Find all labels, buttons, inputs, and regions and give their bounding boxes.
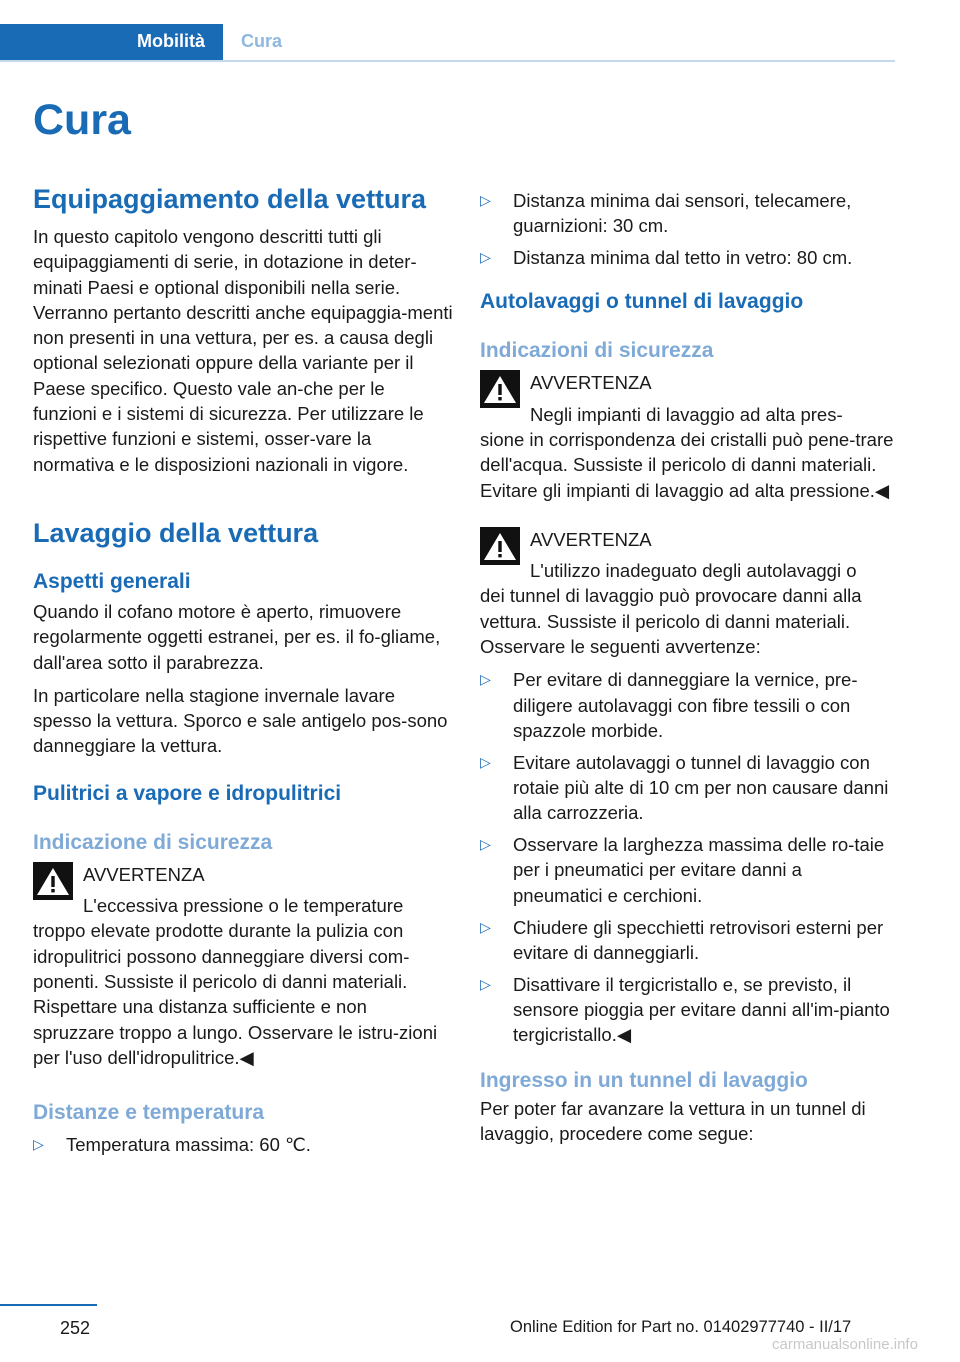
paragraph-aspetti-2: In particolare nella stagione invernale lavare spesso la vettura. Sporco e sale antigelo pos‐sono danneggiare la vettura.: [33, 684, 448, 757]
heading-aspetti-generali: Aspetti generali: [33, 569, 191, 593]
list-item: [33, 1132, 453, 1157]
paragraph-equipaggiamento: In questo capitolo vengono descritti tutti gli equipaggiamenti di serie, in dotazione in deter‐minati Paesi e optional disponibili nella serie. Verranno pertanto descritti anche equipaggia‐menti non presenti in una vettura, per es. a causa degli optional selezionati oppure della variante per il Paese specifico. Questo vale an‐che per le funzioni e i sistemi di sicurezza. Per utilizzare le rispettive funzioni e sistemi, osser‐vare la normativa e le disposizioni nazionali in vigore.: [33, 226, 453, 475]
heading-autolavaggi: Autolavaggi o tunnel di lavaggio: [480, 290, 804, 314]
warning-1-label: AVVERTENZA: [530, 372, 652, 394]
heading-indicazione-sicurezza: Indicazione di sicurezza: [33, 830, 273, 854]
heading-lavaggio: Lavaggio della vettura: [33, 517, 319, 548]
header-tabs: [0, 24, 895, 62]
heading-indicazioni-sicurezza: Indicazioni di sicurezza: [480, 339, 714, 363]
paragraph-ingresso-tunnel: Per poter far avanzare la vettura in un tunnel di lavaggio, procedere come segue:: [480, 1097, 866, 1144]
list-item-text: Evitare autolavaggi o tunnel di lavaggio con rotaie più alte di 10 cm per non causare danni alla carrozzeria.: [513, 751, 889, 824]
page-number: 252: [60, 1318, 91, 1338]
triangle-right-icon: ▷: [33, 1136, 44, 1153]
warning-block: [33, 860, 453, 919]
list-item-text: Per evitare di danneggiare la vernice, pre‐diligere autolavaggi con fibre tessili o con spazzole morbide.: [513, 669, 858, 741]
warning-label: AVVERTENZA: [83, 863, 205, 885]
list-item-text: Osservare la larghezza massima delle ro‐taie per i pneumatici per evitare danni a pneumatici e cerchioni.: [513, 834, 885, 906]
triangle-right-icon: ▷: [480, 918, 491, 935]
warning-2-text-first-line: L'utilizzo inadeguato degli autolavaggi o: [530, 560, 857, 582]
left-column: [33, 184, 453, 1164]
heading-distanze: Distanze e temperatura: [33, 1101, 265, 1125]
list-item: [480, 832, 896, 908]
list-item: [480, 245, 896, 270]
warning-text: troppo elevate prodotte durante la pulizia con idropulitrici possono danneggiare diversi com‐ponenti. Sussiste il pericolo di danni materiali. Rispettare una distanza sufficiente e non spruzzare troppo a lungo. Osservare le istru‐zioni per l'uso dell'idropulitrice.◀: [33, 920, 438, 1068]
heading-pulitrici: Pulitrici a vapore e idropulitrici: [33, 781, 342, 805]
list-distanze-right: [480, 188, 896, 270]
triangle-right-icon: ▷: [480, 192, 491, 208]
warning-block-1: [480, 368, 896, 427]
warning-triangle-icon: [480, 527, 520, 565]
list-item-text: Temperatura massima: 60 ℃.: [66, 1134, 311, 1156]
page-number-bar: [0, 1304, 97, 1306]
list-item-text: Distanza minima dai sensori, telecamere, guarnizioni: 30 cm.: [513, 190, 852, 237]
list-distanze-left: [33, 1132, 453, 1157]
footer-edition: Online Edition for Part no. 01402977740 - II/17: [510, 1318, 852, 1336]
warning-text-first-line: L'eccessiva pressione o le temperature: [83, 895, 404, 917]
warning-2-label: AVVERTENZA: [530, 528, 652, 550]
list-item-text: Disattivare il tergicristallo e, se previsto, il sensore pioggia per evitare danni all'im‐pianto tergicristallo.◀: [513, 973, 890, 1046]
warning-1-text-first-line: Negli impianti di lavaggio ad alta pres‐: [530, 403, 843, 425]
page-title: Cura: [33, 96, 131, 144]
tab-cura[interactable]: Cura: [241, 31, 283, 51]
list-item: [480, 915, 896, 966]
warning-1-text: sione in corrispondenza dei cristalli può pene‐trare dell'acqua. Sussiste il pericolo di danni materiali. Evitare gli impianti di lavaggio ad alta pressione.◀: [480, 428, 894, 501]
list-item: [480, 188, 896, 239]
list-item: [480, 750, 896, 826]
triangle-right-icon: ▷: [480, 753, 491, 770]
list-item-text: Chiudere gli specchietti retrovisori esterni per evitare di danneggiarli.: [513, 916, 884, 963]
right-column: [480, 184, 896, 1146]
list-avvertenze: [480, 667, 896, 1047]
paragraph-aspetti-1: Quando il cofano motore è aperto, rimuovere regolarmente oggetti estranei, per es. il fo‐gliame, dall'area sotto il parabrezza.: [33, 600, 441, 673]
heading-ingresso-tunnel: Ingresso in un tunnel di lavaggio: [480, 1068, 808, 1092]
triangle-right-icon: ▷: [480, 836, 491, 853]
header-divider: [0, 60, 895, 62]
list-item-text: Distanza minima dal tetto in vetro: 80 cm.: [513, 247, 853, 269]
triangle-right-icon: ▷: [480, 671, 491, 688]
tab-mobilita[interactable]: [0, 24, 223, 60]
warning-2-text: dei tunnel di lavaggio può provocare danni alla vettura. Sussiste il pericolo di danni materiali. Osservare le seguenti avvertenze:: [480, 585, 862, 658]
warning-block-2: [480, 525, 896, 584]
tab-mobilita-label: Mobilità: [137, 31, 205, 51]
warning-triangle-icon: [33, 862, 73, 900]
warning-triangle-icon: [480, 370, 520, 408]
list-item: [480, 667, 896, 743]
list-item: [480, 972, 896, 1048]
triangle-right-icon: ▷: [480, 975, 491, 992]
heading-equipaggiamento: Equipaggiamento della vettura: [33, 184, 427, 214]
watermark: carmanualsonline.info: [772, 1336, 918, 1353]
triangle-right-icon: ▷: [480, 249, 491, 266]
